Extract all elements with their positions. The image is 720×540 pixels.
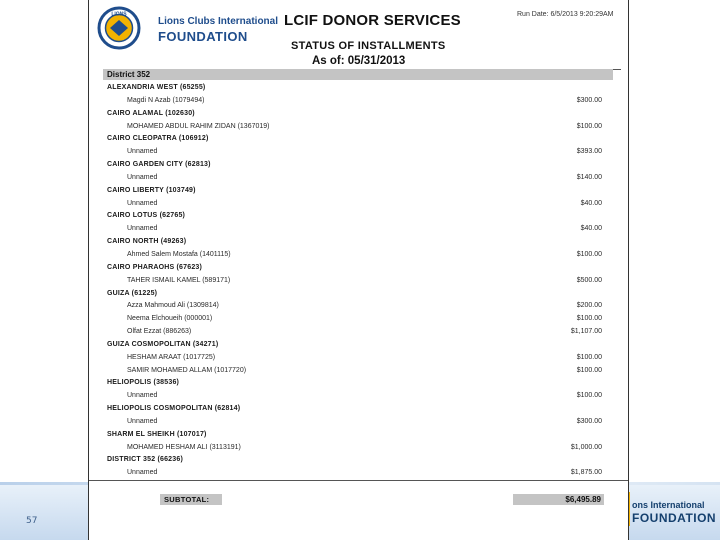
installment-amount: $40.00 xyxy=(580,225,602,233)
installment-list xyxy=(89,82,628,481)
donor-name: Unnamed xyxy=(127,469,158,477)
club-name: GUIZA COSMOPOLITAN (34271) xyxy=(107,340,219,348)
run-date: Run Date: 6/5/2013 9:20:29AM xyxy=(517,11,614,18)
as-of-date: As of: 05/31/2013 xyxy=(312,55,406,67)
subtotal-label-box xyxy=(160,494,222,505)
installment-amount: $393.00 xyxy=(576,148,602,156)
club-name: CAIRO CLEOPATRA (106912) xyxy=(107,135,209,143)
donor-row xyxy=(89,326,628,339)
club-name: HELIOPOLIS COSMOPOLITAN (62814) xyxy=(107,405,241,413)
donor-name: SAMIR MOHAMED ALLAM (1017720) xyxy=(127,366,247,374)
club-row xyxy=(89,377,628,390)
donor-row xyxy=(89,467,628,481)
donor-row xyxy=(89,198,628,211)
donor-row xyxy=(89,352,628,365)
slide-page-number: 57 xyxy=(26,516,38,526)
donor-row xyxy=(89,313,628,326)
club-name: CAIRO PHARAOHS (67623) xyxy=(107,263,203,271)
donor-name: Unnamed xyxy=(127,173,158,181)
donor-row xyxy=(89,416,628,429)
club-name: CAIRO ALAMAL (102630) xyxy=(107,109,195,117)
donor-name: Olfat Ezzat (886263) xyxy=(127,328,192,336)
corner-logo xyxy=(632,500,720,526)
club-row xyxy=(89,403,628,416)
subtotal-label: SUBTOTAL: xyxy=(164,495,210,504)
donor-name: Unnamed xyxy=(127,199,158,207)
emblem-text: LIONS xyxy=(111,11,127,18)
donor-row xyxy=(89,390,628,403)
installment-amount: $200.00 xyxy=(576,302,602,310)
installment-amount: $100.00 xyxy=(576,250,602,258)
club-row xyxy=(89,185,628,198)
donor-name: Unnamed xyxy=(127,225,158,233)
report-subtitle: STATUS OF INSTALLMENTS xyxy=(291,40,446,52)
installment-amount: $100.00 xyxy=(576,392,602,400)
corner-logo-line2: FOUNDATION xyxy=(632,511,717,525)
donor-row xyxy=(89,95,628,108)
subtotal-value-box xyxy=(513,494,604,505)
report-page xyxy=(88,0,629,540)
donor-name: Neema Elchoueih (000001) xyxy=(127,315,213,323)
logo-line2: FOUNDATION xyxy=(158,29,248,44)
club-row xyxy=(89,454,628,467)
donor-name: Azza Mahmoud Ali (1309814) xyxy=(127,302,219,310)
club-row xyxy=(89,108,628,121)
donor-name: MOHAMED ABDUL RAHIM ZIDAN (1367019) xyxy=(127,122,270,130)
club-name: GUIZA (61225) xyxy=(107,289,158,297)
installment-amount: $100.00 xyxy=(576,122,602,130)
donor-row xyxy=(89,121,628,134)
donor-name: MOHAMED HESHAM ALI (3113191) xyxy=(127,443,241,451)
installment-amount: $500.00 xyxy=(576,276,602,284)
club-row xyxy=(89,236,628,249)
club-name: CAIRO GARDEN CITY (62813) xyxy=(107,161,211,169)
installment-amount: $100.00 xyxy=(576,353,602,361)
donor-name: Magdi N Azab (1079494) xyxy=(127,96,205,104)
installment-amount: $300.00 xyxy=(576,417,602,425)
donor-row xyxy=(89,275,628,288)
club-name: CAIRO LOTUS (62765) xyxy=(107,212,186,220)
club-name: HELIOPOLIS (38536) xyxy=(107,379,180,387)
donor-row xyxy=(89,365,628,378)
club-row xyxy=(89,82,628,95)
report-title: LCIF DONOR SERVICES xyxy=(284,12,461,29)
district-label: District 352 xyxy=(107,70,151,79)
installment-amount: $100.00 xyxy=(576,315,602,323)
logo-line1: Lions Clubs International xyxy=(158,16,279,27)
club-row xyxy=(89,210,628,223)
donor-row xyxy=(89,249,628,262)
club-row xyxy=(89,159,628,172)
club-name: ALEXANDRIA WEST (65255) xyxy=(107,84,206,91)
donor-name: Ahmed Salem Mostafa (1401115) xyxy=(127,250,231,258)
corner-logo-line1: ons International xyxy=(632,500,705,510)
lions-emblem-icon xyxy=(97,6,141,50)
donor-row xyxy=(89,300,628,313)
donor-name: Unnamed xyxy=(127,392,158,400)
club-row xyxy=(89,288,628,301)
donor-name: HESHAM ARAAT (1017725) xyxy=(127,353,216,361)
club-row xyxy=(89,262,628,275)
club-name: DISTRICT 352 (66236) xyxy=(107,456,183,464)
installment-amount: $1,000.00 xyxy=(570,443,602,451)
subtotal-value: $6,495.89 xyxy=(565,495,601,504)
club-name: CAIRO NORTH (49263) xyxy=(107,238,187,246)
donor-row xyxy=(89,172,628,185)
club-row xyxy=(89,429,628,442)
club-name: CAIRO LIBERTY (103749) xyxy=(107,186,196,194)
installment-amount: $100.00 xyxy=(576,366,602,374)
installment-amount: $1,875.00 xyxy=(570,469,602,477)
donor-name: TAHER ISMAIL KAMEL (589171) xyxy=(127,276,231,284)
club-name: SHARM EL SHEIKH (107017) xyxy=(107,430,207,438)
donor-row xyxy=(89,442,628,455)
installment-amount: $40.00 xyxy=(580,199,602,207)
district-header xyxy=(103,69,613,80)
donor-row xyxy=(89,223,628,236)
installment-amount: $140.00 xyxy=(576,173,602,181)
donor-name: Unnamed xyxy=(127,148,158,156)
donor-row xyxy=(89,146,628,159)
band-tick xyxy=(613,69,621,70)
club-row xyxy=(89,133,628,146)
club-row xyxy=(89,339,628,352)
donor-name: Unnamed xyxy=(127,417,158,425)
installment-amount: $300.00 xyxy=(576,96,602,104)
installment-amount: $1,107.00 xyxy=(570,328,602,336)
